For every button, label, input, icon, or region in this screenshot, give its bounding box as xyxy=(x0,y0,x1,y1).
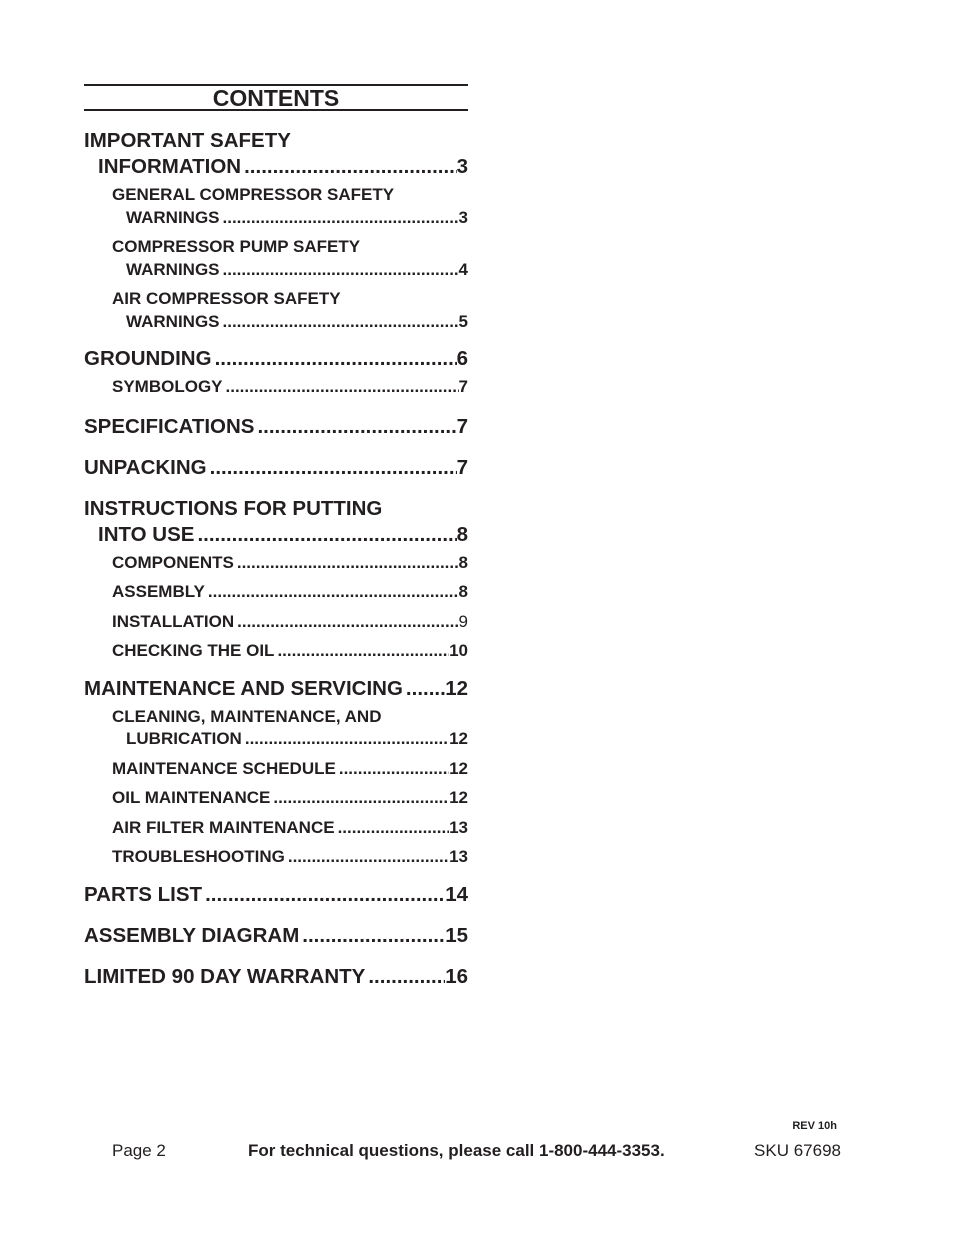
toc-entry-title: WARNINGS xyxy=(126,311,220,331)
toc-leader-dots xyxy=(194,522,456,548)
toc-entry-title: MAINTENANCE AND SERVICING xyxy=(84,676,403,700)
toc-page-number: 15 xyxy=(445,923,468,947)
toc-entry-line xyxy=(112,581,468,604)
toc-leader-dots xyxy=(270,787,449,810)
toc-entry xyxy=(84,288,468,333)
toc-entry-title: CHECKING THE OIL xyxy=(112,641,275,660)
toc-entry-line xyxy=(84,346,468,372)
toc-entry-line xyxy=(112,552,468,575)
toc-leader-dots xyxy=(336,758,449,781)
toc-entry-line xyxy=(84,676,468,702)
toc-entry-line xyxy=(112,728,468,751)
toc-page-number: 7 xyxy=(456,414,468,438)
toc-entry-line xyxy=(112,259,468,282)
toc-leader-dots xyxy=(365,964,445,990)
toc-page-number: 13 xyxy=(449,817,468,837)
toc-entry-line xyxy=(112,758,468,781)
toc-page-number: 12 xyxy=(449,729,468,748)
toc-entry-line xyxy=(112,611,468,634)
toc-page-number: 10 xyxy=(449,641,468,660)
toc-entry-line xyxy=(84,128,468,154)
toc-entry-title: COMPRESSOR PUMP SAFETY xyxy=(112,237,361,256)
toc-entry-line xyxy=(112,288,468,311)
toc-page-number: 16 xyxy=(445,964,468,988)
toc-entry-line xyxy=(84,882,468,908)
toc-entry-title: AIR FILTER MAINTENANCE xyxy=(112,817,335,837)
toc-page-number: 3 xyxy=(458,207,468,227)
toc-page-number: 8 xyxy=(458,552,468,572)
toc-leader-dots xyxy=(234,552,459,575)
toc-entry xyxy=(84,882,468,908)
toc-entry-title: AIR COMPRESSOR SAFETY xyxy=(112,289,341,308)
toc-entry-line xyxy=(112,846,468,869)
toc-entry-title: LIMITED 90 DAY WARRANTY xyxy=(84,964,366,988)
toc-page-number: 8 xyxy=(458,582,468,601)
revision-label: REV 10h xyxy=(792,1120,837,1132)
sku-label: SKU 67698 xyxy=(754,1141,841,1160)
toc-entry-title: WARNINGS xyxy=(126,259,220,279)
toc-entry-title: COMPONENTS xyxy=(112,552,234,572)
toc-entry xyxy=(84,611,468,634)
toc-entry xyxy=(84,376,468,399)
toc-entry xyxy=(84,964,468,990)
toc-entry xyxy=(84,817,468,840)
toc-entry-line xyxy=(84,923,468,949)
toc-entry xyxy=(84,706,468,751)
toc-page-number: 7 xyxy=(458,377,468,396)
toc-leader-dots xyxy=(207,455,457,481)
toc-entries xyxy=(84,128,468,990)
toc-entry xyxy=(84,552,468,575)
toc-entry-line xyxy=(84,964,468,990)
toc-leader-dots xyxy=(335,817,450,840)
toc-entry xyxy=(84,846,468,869)
toc-entry xyxy=(84,128,468,180)
toc-entry xyxy=(84,758,468,781)
toc-entry xyxy=(84,496,468,548)
toc-entry xyxy=(84,787,468,810)
toc-leader-dots xyxy=(212,346,457,372)
toc-page-number: 5 xyxy=(458,311,468,331)
toc-entry-line xyxy=(84,496,468,522)
toc-entry xyxy=(84,236,468,281)
toc-page-number: 7 xyxy=(456,455,468,479)
toc-leader-dots xyxy=(220,207,459,230)
toc-entry-title: INSTALLATION xyxy=(112,611,235,631)
toc-leader-dots xyxy=(205,581,459,604)
toc-page-number: 12 xyxy=(445,676,468,700)
toc-leader-dots xyxy=(274,640,449,663)
toc-leader-dots xyxy=(234,611,458,634)
toc-entry-line xyxy=(112,236,468,259)
toc-page-number: 3 xyxy=(456,155,468,178)
toc-entry-title: GENERAL COMPRESSOR SAFETY xyxy=(112,185,395,204)
toc-page-number: 6 xyxy=(456,347,468,370)
toc-entry-line xyxy=(84,455,468,481)
toc-entry-line xyxy=(112,311,468,334)
toc-entry xyxy=(84,581,468,604)
toc-entry-title: OIL MAINTENANCE xyxy=(112,788,271,807)
toc-entry-title: GROUNDING xyxy=(84,347,212,370)
toc-entry-title: ASSEMBLY xyxy=(112,582,205,601)
toc-entry xyxy=(84,184,468,229)
toc-leader-dots xyxy=(285,846,449,869)
toc-entry-line xyxy=(112,376,468,399)
toc-leader-dots xyxy=(223,376,459,399)
toc-page-number: 4 xyxy=(458,259,468,279)
toc-entry-line xyxy=(84,414,468,440)
toc-page-number: 12 xyxy=(449,758,468,778)
toc-entry-title: MAINTENANCE SCHEDULE xyxy=(112,758,336,778)
toc-entry-line xyxy=(112,207,468,230)
toc-entry-title: PARTS LIST xyxy=(84,882,203,906)
toc-entry-line xyxy=(112,787,468,810)
toc-leader-dots xyxy=(241,154,456,180)
toc-entry-title: INTO USE xyxy=(98,522,195,546)
toc-leader-dots xyxy=(220,311,459,334)
toc-leader-dots xyxy=(299,923,445,949)
toc-entry xyxy=(84,923,468,949)
toc-entry-title: ASSEMBLY DIAGRAM xyxy=(84,923,300,947)
table-of-contents xyxy=(84,84,468,990)
toc-entry-line xyxy=(112,640,468,663)
toc-entry-title: WARNINGS xyxy=(126,207,220,227)
toc-entry-line xyxy=(84,154,468,180)
toc-entry xyxy=(84,414,468,440)
toc-entry-line xyxy=(112,706,468,729)
toc-page-number: 13 xyxy=(449,847,468,866)
toc-entry xyxy=(84,676,468,702)
technical-support-line: For technical questions, please call 1-800-444-3353. xyxy=(248,1141,665,1160)
toc-leader-dots xyxy=(403,676,445,702)
toc-leader-dots xyxy=(254,414,456,440)
toc-entry xyxy=(84,455,468,481)
toc-entry-line xyxy=(112,817,468,840)
toc-entry-line xyxy=(84,522,468,548)
toc-entry-title: LUBRICATION xyxy=(126,729,242,748)
toc-leader-dots xyxy=(242,728,449,751)
toc-page-number: 12 xyxy=(449,788,468,807)
toc-entry xyxy=(84,640,468,663)
page-number: Page 2 xyxy=(112,1141,166,1160)
toc-entry-title: TROUBLESHOOTING xyxy=(112,847,285,866)
toc-entry-title: INFORMATION xyxy=(98,155,242,178)
toc-entry-title: SYMBOLOGY xyxy=(112,377,223,396)
toc-page-number: 9 xyxy=(458,611,468,631)
toc-entry-title: UNPACKING xyxy=(84,455,207,479)
toc-page-number: 14 xyxy=(445,882,468,906)
contents-heading: CONTENTS xyxy=(84,84,468,111)
toc-entry-title: IMPORTANT SAFETY xyxy=(84,129,291,152)
toc-entry xyxy=(84,346,468,372)
toc-page-number: 8 xyxy=(456,522,468,546)
toc-entry-title: CLEANING, MAINTENANCE, AND xyxy=(112,706,382,726)
toc-entry-title: INSTRUCTIONS FOR PUTTING xyxy=(84,496,383,520)
toc-leader-dots xyxy=(202,882,445,908)
toc-entry-line xyxy=(112,184,468,207)
toc-entry-title: SPECIFICATIONS xyxy=(84,414,255,438)
toc-leader-dots xyxy=(220,259,459,282)
